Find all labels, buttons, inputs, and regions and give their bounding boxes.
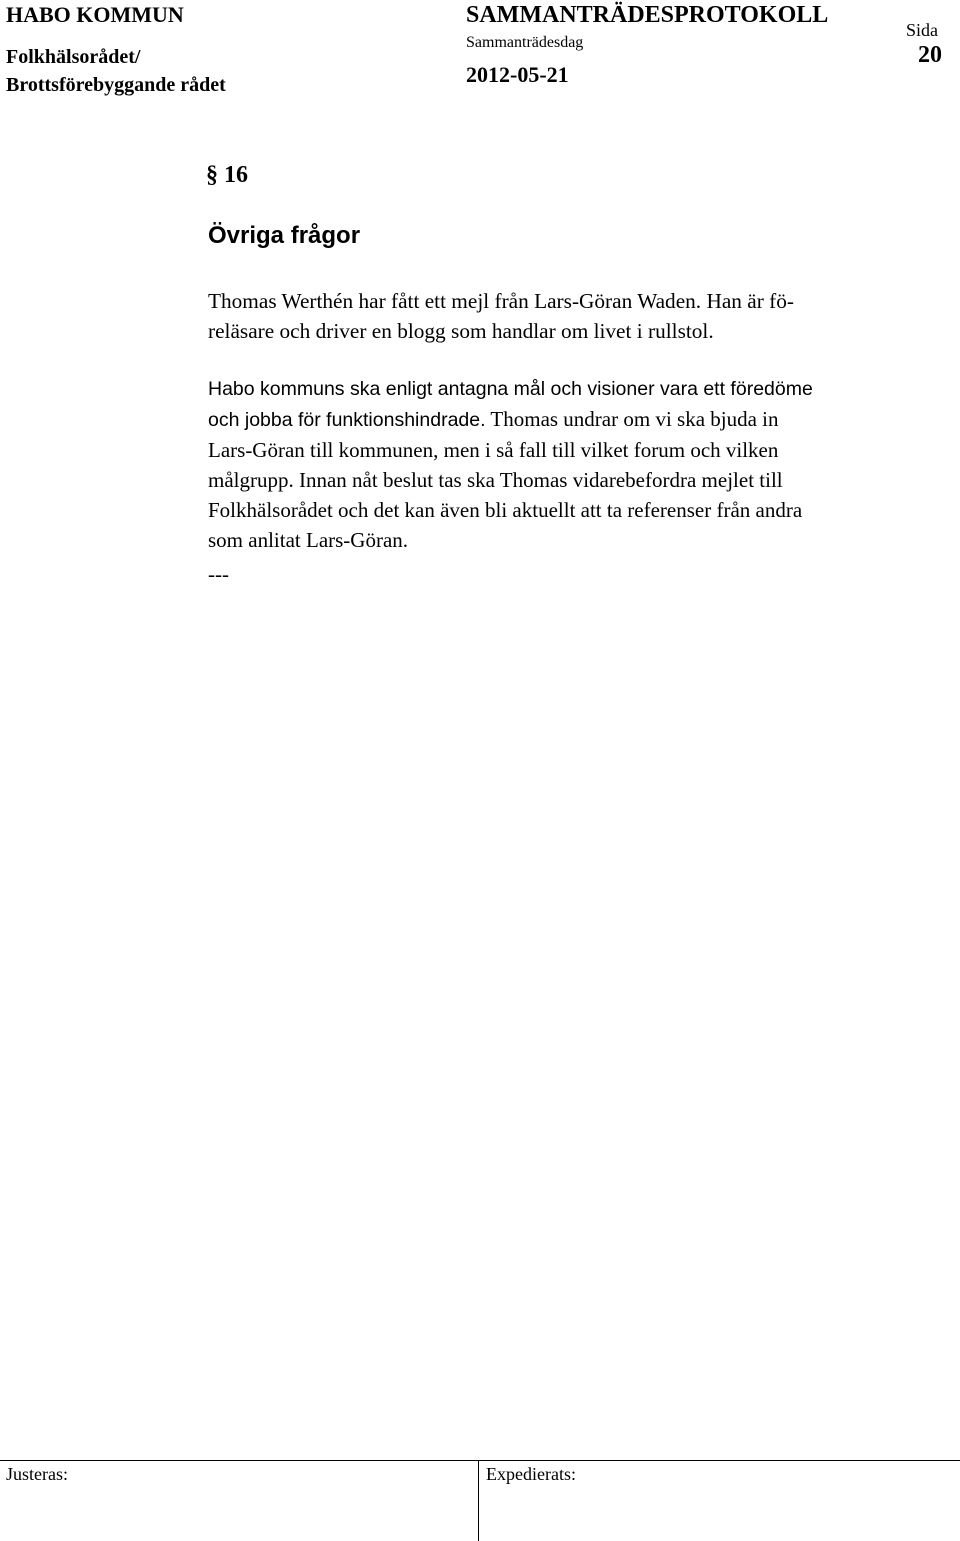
- municipality-name: HABO KOMMUN: [6, 2, 184, 27]
- paragraph-2-line-4: [208, 465, 953, 495]
- footer-expedierats-label: Expedierats:: [486, 1464, 576, 1484]
- paragraph-2-line-4-part-b: Innan nåt beslut tas ska Thomas vidarebefordra mejlet till: [293, 468, 783, 492]
- document-title: SAMMANTRÄDESPROTOKOLL: [466, 2, 829, 28]
- department-line2: Brottsförebyggande rådet: [6, 74, 226, 96]
- paragraph-2-line-2-part-a: och jobba för funktionshindrade.: [208, 409, 486, 431]
- paragraph-1: [208, 286, 950, 346]
- department-line1: Folkhälsorådet/: [6, 46, 141, 68]
- paragraph-1-line-2: reläsare och driver en blogg som handlar om livet i rullstol.: [208, 319, 714, 343]
- footer-divider: [0, 1460, 960, 1461]
- page-label: Sida: [906, 20, 939, 40]
- end-marker: ---: [208, 562, 229, 586]
- paragraph-2-line-5: Folkhälsorådet och det kan även bli aktuellt att ta referenser från andra: [208, 498, 803, 522]
- section-number: § 16: [206, 162, 248, 188]
- page-number: 20: [918, 42, 942, 68]
- date-label: Sammanträdesdag: [466, 34, 584, 51]
- paragraph-2-line-1: Habo kommuns ska enligt antagna mål och visioner vara ett föredöme: [208, 378, 813, 400]
- section-title: Övriga frågor: [208, 222, 361, 249]
- footer-justeras-label: Justeras:: [6, 1464, 68, 1484]
- paragraph-2-line-6: som anlitat Lars-Göran.: [208, 528, 409, 552]
- paragraph-2-line-4-part-a: målgrupp.: [208, 468, 294, 492]
- paragraph-1-line-1: Thomas Werthén har fått ett mejl från Lars-Göran Waden. Han är fö-: [208, 289, 794, 313]
- paragraph-2-line-3: Lars-Göran till kommunen, men i så fall till vilket forum och vilken: [208, 438, 779, 462]
- meeting-date: 2012-05-21: [466, 62, 569, 87]
- paragraph-2: [208, 374, 953, 555]
- paragraph-2-line-2: [208, 404, 953, 435]
- footer-column-divider: [478, 1460, 479, 1541]
- paragraph-2-line-2-part-b: Thomas undrar om vi ska bjuda in: [485, 407, 779, 431]
